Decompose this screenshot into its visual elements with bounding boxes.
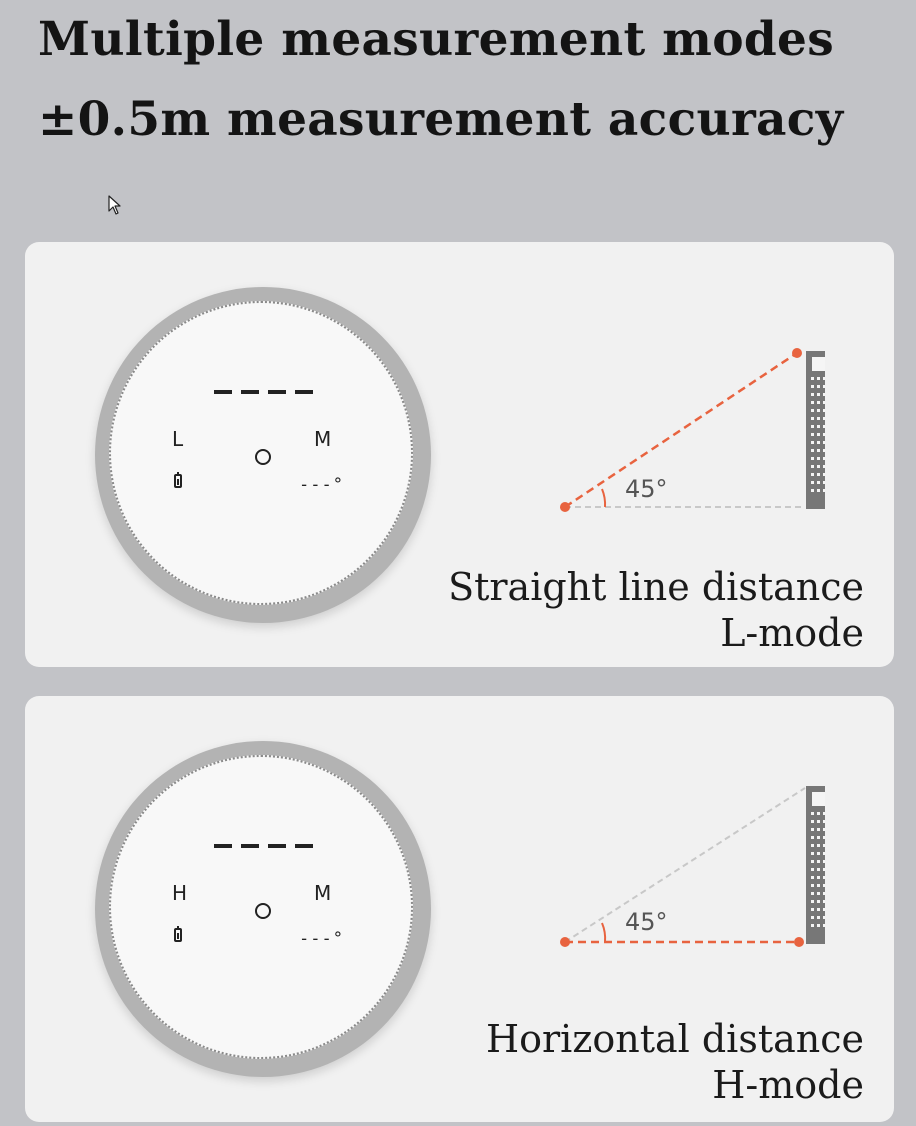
rangefinder-eyepiece <box>95 287 431 623</box>
building-icon <box>806 786 825 944</box>
observer-point <box>560 937 570 947</box>
mouse-pointer-icon <box>108 195 122 217</box>
mode-indicator: H <box>172 881 188 905</box>
target-point <box>792 348 802 358</box>
building-icon <box>806 351 825 509</box>
caption-title: Horizontal distance <box>485 1017 864 1061</box>
headline-line-1: Multiple measurement modes <box>38 12 834 67</box>
l-mode-card <box>25 242 894 667</box>
base-point <box>794 937 804 947</box>
reticle-icon <box>255 449 271 465</box>
battery-icon <box>174 474 182 488</box>
battery-icon <box>174 928 182 942</box>
angle-readout: ---° <box>299 475 344 495</box>
angle-label: 45° <box>625 908 668 936</box>
angle-label: 45° <box>625 475 668 503</box>
caption-title: Straight line distance <box>448 565 864 609</box>
mode-indicator: L <box>172 427 184 451</box>
l-mode-caption <box>448 564 864 656</box>
h-mode-diagram <box>525 776 825 956</box>
caption-mode: H-mode <box>712 1063 864 1107</box>
h-mode-card <box>25 696 894 1122</box>
distance-readout-dashes <box>214 844 313 848</box>
l-mode-diagram <box>525 337 825 517</box>
angle-readout: ---° <box>299 929 344 949</box>
eyepiece-display <box>109 301 413 605</box>
eyepiece-display <box>109 755 413 1059</box>
rangefinder-eyepiece <box>95 741 431 1077</box>
reticle-icon <box>255 903 271 919</box>
headline-line-2: ±0.5m measurement accuracy <box>38 92 844 147</box>
measured-straight-line <box>565 353 797 507</box>
unit-indicator: M <box>314 427 332 451</box>
distance-readout-dashes <box>214 390 313 394</box>
h-mode-caption <box>486 1016 864 1108</box>
sight-guide-line <box>565 788 805 942</box>
angle-arc <box>602 489 605 507</box>
unit-indicator: M <box>314 881 332 905</box>
angle-arc <box>602 923 605 942</box>
observer-point <box>560 502 570 512</box>
caption-mode: L-mode <box>720 611 864 655</box>
